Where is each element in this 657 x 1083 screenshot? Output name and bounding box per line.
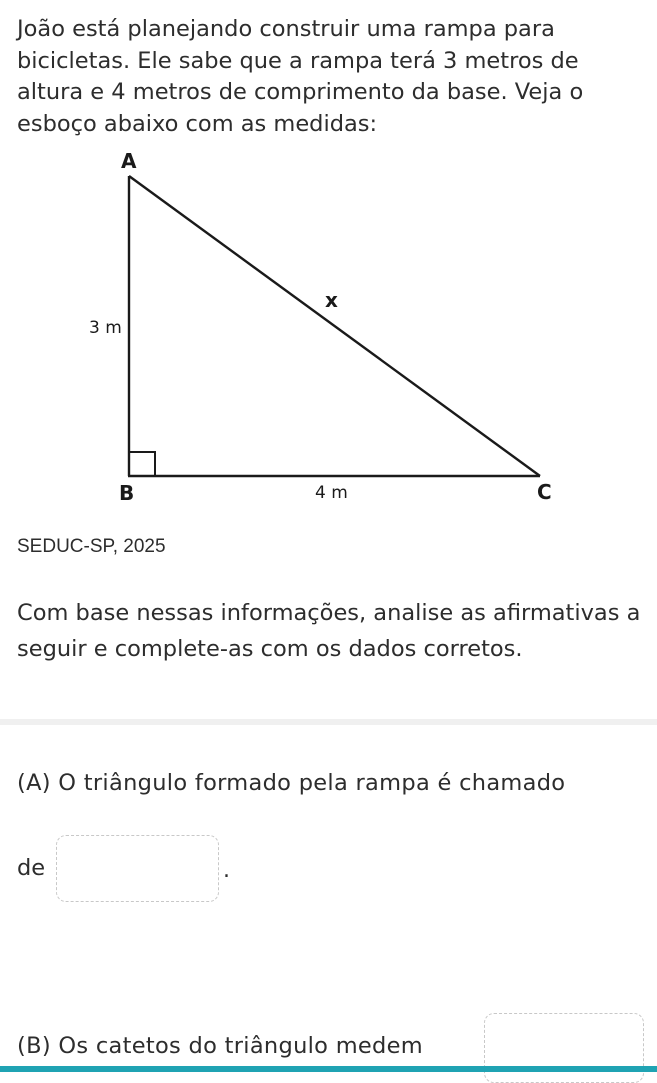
source-caption: SEDUC-SP, 2025: [17, 536, 166, 557]
height-label: 3 m: [89, 318, 122, 338]
intro-paragraph: João está planejando construir uma rampa para bicicletas. Ele sabe que a rampa terá 3 metros de altura e 4 metros de comprimento da base. Veja o esboço abaixo com as medidas:: [17, 16, 584, 137]
bottom-accent-bar: [0, 1066, 657, 1072]
answer-input-a[interactable]: [56, 835, 219, 902]
right-angle-marker: [129, 452, 155, 476]
base-label: 4 m: [315, 483, 348, 503]
item-a-continuation: de: [17, 855, 46, 881]
side-ac: [129, 176, 540, 476]
item-b-text: (B) Os catetos do triângulo medem: [17, 1033, 424, 1059]
vertex-b-label: B: [119, 481, 135, 505]
answer-input-b[interactable]: [484, 1013, 644, 1083]
hypotenuse-label: x: [325, 288, 338, 312]
vertex-a-label: A: [121, 149, 137, 173]
vertex-c-label: C: [537, 480, 552, 504]
item-a-period: .: [223, 858, 230, 883]
item-a-text: (A) O triângulo formado pela rampa é chamado: [17, 770, 566, 796]
instruction-paragraph: Com base nessas informações, analise as afirmativas a seguir e complete-as com os dados corretos.: [17, 600, 641, 662]
triangle-diagram: [0, 140, 657, 520]
section-divider: [0, 719, 657, 725]
triangle-figure: [0, 140, 657, 520]
